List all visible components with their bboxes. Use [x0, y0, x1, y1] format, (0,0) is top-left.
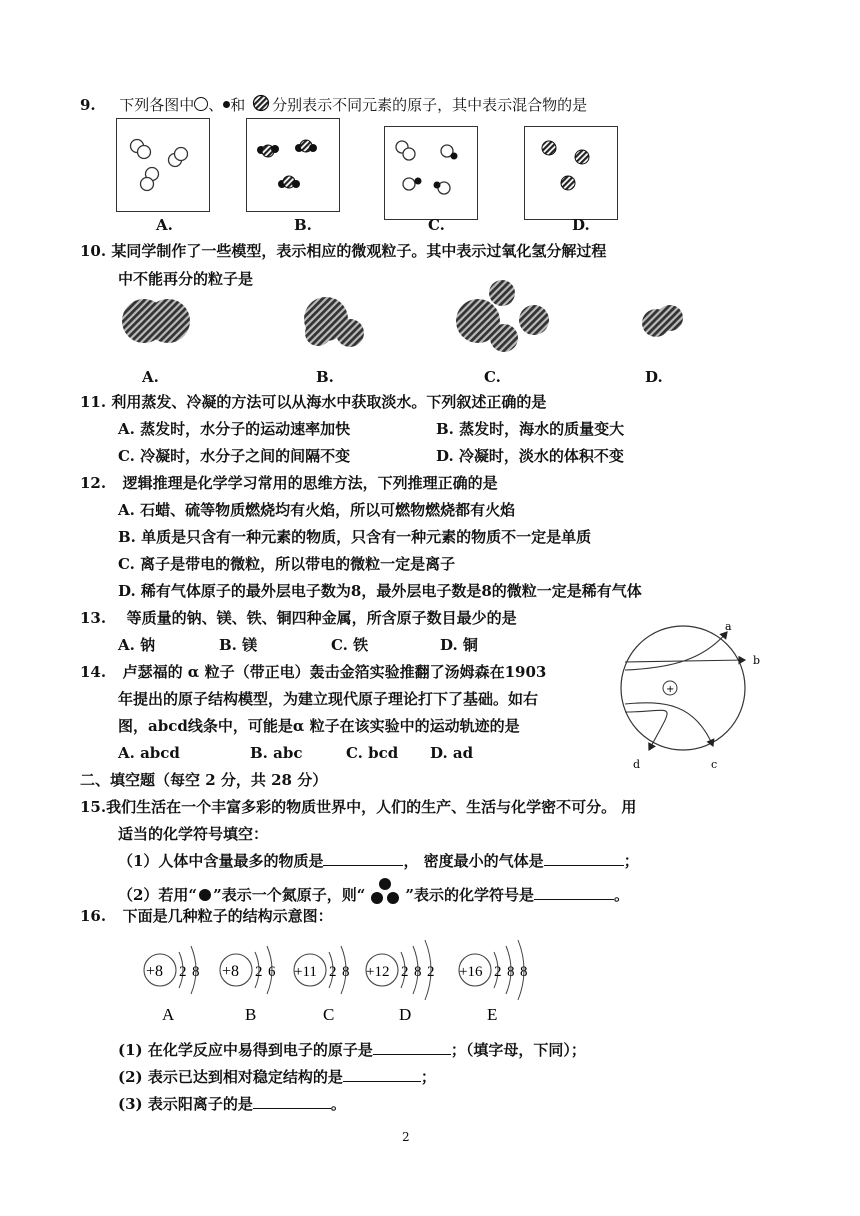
trajectory-label-d: d [633, 758, 641, 771]
q10-option-c: C. [484, 368, 501, 386]
q16-part2 [118, 1067, 436, 1087]
q9-option-a: A. [156, 216, 173, 234]
q16-part2-text-b: ； [420, 1068, 436, 1086]
q13-option-b: B. 镁 [219, 636, 258, 654]
q15-sub2 [118, 878, 629, 906]
shell-electrons: 8 [520, 964, 528, 980]
q15-stem-line1 [80, 797, 636, 817]
q10-stem-line1 [80, 241, 606, 261]
section-heading-fill-in: 二、填空题（每空 2 分，共 28 分） [80, 771, 328, 789]
answer-blank[interactable] [373, 1040, 451, 1055]
shell-electrons: 2 [179, 964, 187, 980]
q10-models [0, 280, 860, 370]
q10-option-b: B. [316, 368, 334, 386]
q16-part2-text-a: (2) 表示已达到相对稳定结构的是 [118, 1068, 343, 1086]
q13-option-c: C. 铁 [331, 636, 369, 654]
q15-sub1 [118, 851, 639, 871]
particle-b [220, 946, 276, 1024]
question-number: 13. [80, 609, 107, 627]
shell-electrons: 8 [192, 964, 200, 980]
particle-label: C [323, 1005, 335, 1024]
q11-option-b: B. 蒸发时，海水的质量变大 [436, 420, 625, 438]
q15-sub1-text-b: ， 密度最小的气体是 [403, 852, 544, 870]
q11-stem [80, 392, 546, 412]
shell-electrons: 2 [427, 964, 435, 980]
q16-part3 [118, 1094, 346, 1114]
hatched-circle-icon [252, 94, 270, 112]
nucleus-charge: +8 [146, 963, 164, 980]
shell-electrons: 8 [342, 964, 350, 980]
answer-blank[interactable] [253, 1094, 331, 1109]
shell-electrons: 2 [329, 964, 337, 980]
q14-stem-line2: 年提出的原子结构模型，为建立现代原子理论打下了基础。如右 [118, 690, 539, 708]
shell-electrons: 2 [401, 964, 409, 980]
nucleus-charge: +11 [294, 964, 317, 980]
q14-option-b: B. abc [250, 744, 303, 762]
q16-part1-text-a: (1) 在化学反应中易得到电子的原子是 [118, 1041, 373, 1059]
q9-and: 和 [230, 96, 246, 114]
trajectory-label-c: c [711, 758, 718, 771]
particle-d [366, 940, 435, 1024]
q12-option-a: A. 石蜡、硫等物质燃烧均有火焰，所以可燃物燃烧都有火焰 [118, 501, 516, 519]
q15-sub2-text-a: （2）若用“ [118, 886, 198, 904]
question-number: 15. [80, 798, 107, 816]
question-number: 14. [80, 663, 107, 681]
q11-stem-text: 利用蒸发、冷凝的方法可以从海水中获取淡水。下列叙述正确的是 [111, 393, 547, 411]
question-number: 10. [80, 242, 107, 260]
shell-electrons: 8 [507, 964, 515, 980]
particle-label: D [399, 1005, 412, 1024]
q14-alpha-scattering-figure [615, 618, 775, 778]
particle-label: A [162, 1005, 175, 1024]
q11-option-c: C. 冷凝时，水分子之间的间隔不变 [118, 447, 351, 465]
q16-stem [80, 906, 333, 926]
q13-option-d: D. 铜 [440, 636, 478, 654]
shell-electrons: 8 [414, 964, 422, 980]
q12-option-c: C. 离子是带电的微粒，所以带电的微粒一定是离子 [118, 555, 456, 573]
q15-sub2-text-c: ”表示的化学符号是 [405, 886, 534, 904]
particle-c [294, 946, 350, 1024]
q9-option-b: B. [294, 216, 312, 234]
particle-a [144, 946, 200, 1024]
q9-figure-a [116, 118, 210, 212]
particle-e [459, 940, 528, 1024]
answer-blank[interactable] [323, 851, 403, 866]
q14-stem-line3: 图，abcd线条中，可能是α 粒子在该实验中的运动轨迹的是 [118, 717, 520, 735]
question-number: 11. [80, 393, 107, 411]
q12-option-d: D. 稀有气体原子的最外层电子数为8，最外层电子数是8的微粒一定是稀有气体 [118, 582, 642, 600]
q11-option-a: A. 蒸发时，水分子的运动速率加快 [118, 420, 351, 438]
solid-dot-icon [199, 889, 211, 901]
q14-line1: 卢瑟福的 α 粒子（带正电）轰击金箔实验推翻了汤姆森在1903 [122, 663, 547, 681]
q9-option-c: C. [428, 216, 445, 234]
page-number: 2 [402, 1130, 410, 1144]
q9-stem-a: 下列各图中 [119, 96, 195, 114]
q12-option-b: B. 单质是只含有一种元素的物质，只含有一种元素的物质不一定是单质 [118, 528, 592, 546]
nucleus-charge: +8 [222, 963, 240, 980]
q15-sub1-text-c: ； [623, 852, 639, 870]
nucleus-charge: +12 [366, 964, 390, 980]
q9-stem-b: 分别表示不同元素的原子，其中表示混合物的是 [272, 96, 588, 114]
q14-stem-line1 [80, 662, 546, 682]
q15-stem-line2: 适当的化学符号填空： [118, 825, 269, 843]
q9-stem [80, 94, 587, 115]
particle-label: B [245, 1005, 257, 1024]
nucleus-label: + [666, 684, 675, 695]
q10-option-d: D. [645, 368, 663, 386]
answer-blank[interactable] [534, 885, 614, 900]
q16-part3-text-b: 。 [330, 1095, 346, 1113]
q14-option-a: A. abcd [118, 744, 180, 762]
question-number: 16. [80, 907, 107, 925]
q16-stem-text: 下面是几种粒子的结构示意图： [122, 907, 333, 925]
shell-electrons: 6 [268, 964, 276, 980]
q12-stem [80, 473, 498, 493]
question-number: 12. [80, 474, 107, 492]
trajectory-label-a: a [725, 620, 732, 633]
nucleus-charge: +16 [459, 964, 483, 980]
q13-stem [80, 608, 517, 628]
q9-figure-b [246, 118, 340, 212]
question-number: 9. [80, 96, 96, 114]
q15-sub1-text-a: （1）人体中含量最多的物质是 [118, 852, 324, 870]
q9-sep: 、 [208, 96, 224, 114]
q15-sub2-text-b: ”表示一个氮原子，则“ [213, 886, 366, 904]
answer-blank[interactable] [343, 1067, 421, 1082]
hollow-circle-icon [194, 97, 208, 111]
q14-option-d: D. ad [430, 744, 474, 762]
q16-part3-text-a: (3) 表示阳离子的是 [118, 1095, 253, 1113]
q9-figure-c [384, 126, 478, 220]
q10-line1: 某同学制作了一些模型，表示相应的微观粒子。其中表示过氧化氢分解过程 [111, 242, 607, 260]
q16-structure-diagrams [135, 932, 565, 1032]
q11-option-d: D. 冷凝时，淡水的体积不变 [436, 447, 624, 465]
q9-option-d: D. [572, 216, 590, 234]
shell-electrons: 2 [494, 964, 502, 980]
q15-sub2-text-d: 。 [613, 886, 629, 904]
q10-option-a: A. [142, 368, 159, 386]
q14-option-c: C. bcd [346, 744, 399, 762]
answer-blank[interactable] [544, 851, 624, 866]
q9-figure-d [524, 126, 618, 220]
n2-molecule-icon [365, 878, 405, 906]
q16-part1 [118, 1040, 586, 1060]
q13-stem-text: 等质量的钠、镁、铁、铜四种金属，所含原子数目最少的是 [126, 609, 517, 627]
particle-label: E [487, 1005, 498, 1024]
q12-stem-text: 逻辑推理是化学学习常用的思维方法，下列推理正确的是 [122, 474, 498, 492]
q13-option-a: A. 钠 [118, 636, 156, 654]
q15-line1: 我们生活在一个丰富多彩的物质世界中，人们的生产、生活与化学密不可分。 用 [106, 798, 637, 816]
shell-electrons: 2 [255, 964, 263, 980]
q10-stem-line2: 中不能再分的粒子是 [118, 270, 254, 288]
trajectory-label-b: b [753, 654, 761, 667]
q16-part1-text-b: ；（填字母，下同）； [450, 1041, 586, 1059]
